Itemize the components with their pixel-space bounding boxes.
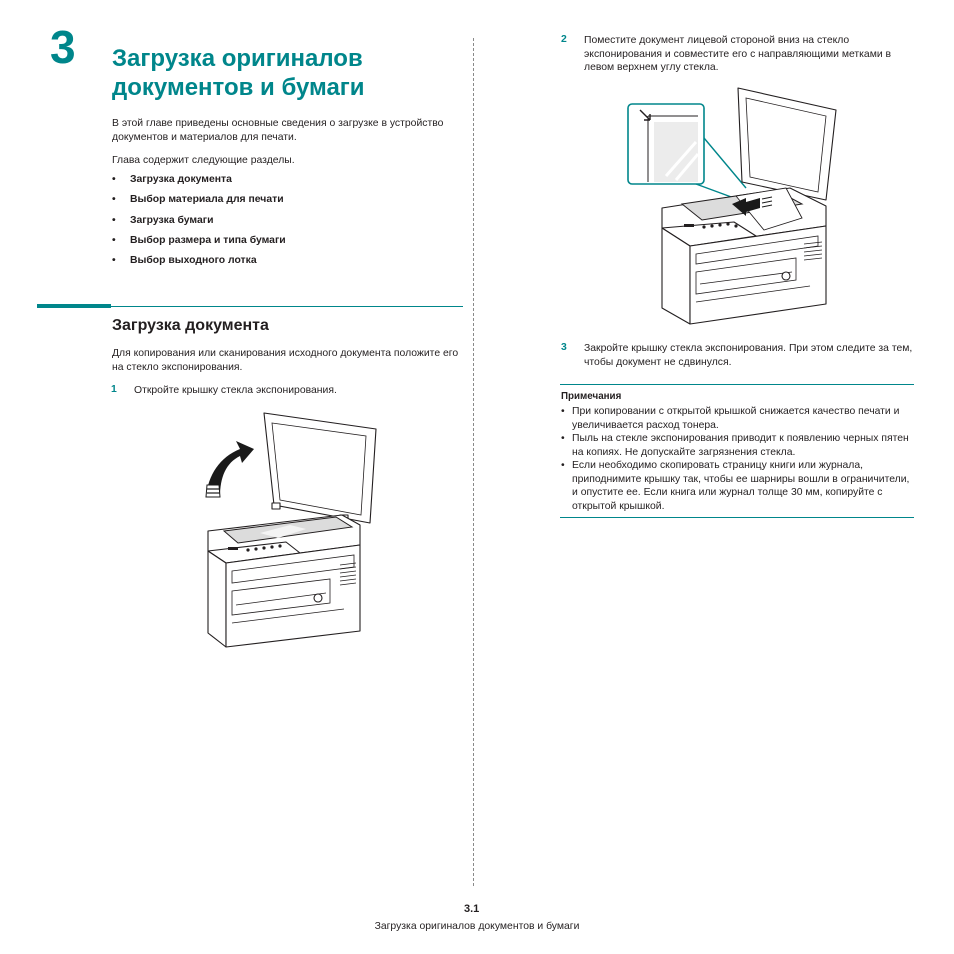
- step-number: 3: [561, 342, 567, 353]
- section-list-item: • Загрузка бумаги: [112, 214, 286, 234]
- section-list-item: • Загрузка документа: [112, 173, 286, 193]
- lift-arrow-icon: [206, 441, 254, 497]
- section-rule: [111, 306, 463, 307]
- page-number: 3.1: [464, 903, 480, 915]
- section-list: [112, 173, 286, 274]
- note-item: • Пыль на стекле экспонирования приводит к появлению черных пятен на копиях. Не допускайте загрязнения стекла.: [561, 432, 917, 459]
- section-intro: Для копирования или сканирования исходного документа положите его на стекло экспонирования.: [112, 348, 459, 373]
- document-on-glass-illustration: [626, 86, 836, 326]
- chapter-number: 3: [50, 21, 76, 73]
- note-item: • При копировании с открытой крышкой снижается качество печати и увеличивается расход тонера.: [561, 405, 917, 432]
- note-item: • Если необходимо скопировать страницу книги или журнала, приподнимите крышку так, чтобы ее шарниры вошли в ограничители, и опустите ее. Если книга или журнал толще 30 мм, копируйте с открытой крышкой.: [561, 459, 917, 513]
- chapter-title-line1: Загрузка оригиналов: [112, 45, 363, 72]
- footer-title: Загрузка оригиналов документов и бумаги: [374, 921, 580, 932]
- guide-mark-inset: [628, 104, 746, 198]
- step-number: 2: [561, 34, 567, 45]
- column-divider: [473, 38, 474, 886]
- section-rule-accent: [37, 304, 111, 308]
- notes-list: [561, 405, 917, 513]
- notes-title: Примечания: [561, 391, 622, 402]
- printer-lid-open-illustration: [190, 405, 390, 650]
- section-list-item: • Выбор выходного лотка: [112, 254, 286, 274]
- step-number: 1: [111, 384, 117, 395]
- section-list-item: • Выбор размера и типа бумаги: [112, 234, 286, 254]
- section-list-item: • Выбор материала для печати: [112, 193, 286, 213]
- contents-lead: Глава содержит следующие разделы.: [112, 155, 295, 166]
- chapter-title: [112, 44, 365, 102]
- chapter-title-line2: документов и бумаги: [112, 74, 365, 101]
- chapter-intro: В этой главе приведены основные сведения о загрузке в устройство документов и материалов для печати.: [112, 118, 444, 143]
- notes-rule-bottom: [560, 517, 914, 518]
- section-title: Загрузка документа: [112, 317, 269, 334]
- step-text: Закройте крышку стекла экспонирования. При этом следите за тем, чтобы документ не сдвинулся.: [584, 343, 913, 368]
- notes-rule-top: [560, 384, 914, 385]
- step-text: Откройте крышку стекла экспонирования.: [134, 385, 337, 396]
- step-text: Поместите документ лицевой стороной вниз на стекло экспонирования и совместите его с направляющими метками в левом верхнем углу стекла.: [584, 35, 892, 73]
